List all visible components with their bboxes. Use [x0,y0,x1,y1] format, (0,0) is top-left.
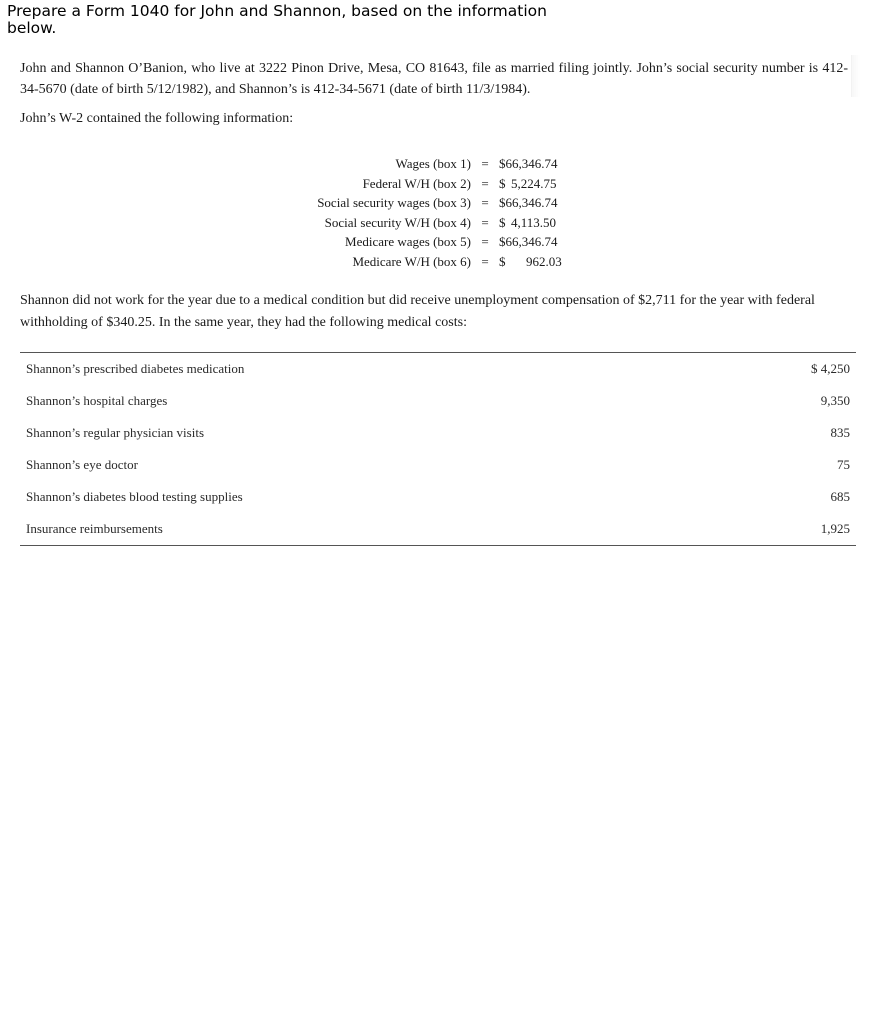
w2-equals: = [481,253,489,269]
medical-label: Shannon’s diabetes blood testing supplies [26,489,243,504]
intro-paragraph: John and Shannon O’Banion, who live at 3222 Pinon Drive, Mesa, CO 81643, file as married filing jointly. John’s social security number is 412-34-5670 (date of birth 5/12/1982), and Shannon’s is 412-34-5671 (date of birth 11/3/1984). [20,61,848,97]
w2-row [300,213,579,233]
medical-amount: 75 [837,457,850,472]
w2-equals: = [481,195,489,211]
medical-row [20,513,856,546]
w2-value-cell [499,154,579,174]
medical-row [20,481,856,513]
w2-label: Wages (box 1) [395,156,471,171]
medical-row [20,385,856,417]
w2-currency-symbol: $ [499,253,506,269]
w2-label: Federal W/H (box 2) [362,175,471,191]
w2-value: $66,346.74 [499,156,558,171]
w2-row [300,154,579,174]
w2-intro-text: John’s W-2 contained the following information: [20,111,294,126]
w2-equals: = [481,156,489,171]
w2-value: $66,346.74 [499,234,558,250]
w2-row [300,252,579,272]
unemployment-paragraph: Shannon did not work for the year due to a medical condition but did receive unemployment compensation of $2,711 for the year with federal withholding of $340.25. In the same year, they had the following medical costs: [20,293,815,330]
w2-value: 962.03 [526,253,562,269]
medical-label: Shannon’s hospital charges [26,393,168,408]
medical-row [20,449,856,481]
medical-row [20,353,856,386]
medical-amount: 9,350 [820,393,850,408]
medical-amount: 685 [830,489,850,504]
w2-value: 4,113.50 [511,214,557,230]
medical-label: Shannon’s eye doctor [26,457,138,472]
w2-value-cell [499,232,579,252]
w2-value: $66,346.74 [499,195,558,211]
w2-value-cell [499,174,579,194]
medical-costs-table [20,352,856,546]
w2-label: Social security wages (box 3) [317,195,471,211]
medical-label: Shannon’s prescribed diabetes medication [26,361,245,376]
medical-amount: $ 4,250 [811,361,850,376]
w2-equals: = [481,234,489,250]
w2-table [300,154,579,272]
w2-equals: = [481,214,489,230]
w2-value-cell [499,252,579,272]
w2-label: Social security W/H (box 4) [324,214,471,230]
w2-equals: = [481,175,489,191]
scroll-edge [851,55,860,97]
medical-label: Shannon’s regular physician visits [26,425,205,440]
w2-currency-symbol: $ [499,175,506,191]
w2-value: 5,224.75 [511,175,557,191]
w2-label: Medicare wages (box 5) [345,234,471,250]
w2-value-cell [499,193,579,213]
medical-amount: 835 [830,425,850,440]
medical-label: Insurance reimbursements [26,521,163,536]
page-heading: Prepare a Form 1040 for John and Shannon, based on the information below. [7,2,547,37]
w2-row [300,232,579,252]
w2-row [300,193,579,213]
w2-row [300,174,579,194]
medical-row [20,417,856,449]
medical-amount: 1,925 [820,521,850,536]
w2-label: Medicare W/H (box 6) [352,253,471,269]
w2-currency-symbol: $ [499,214,506,230]
w2-value-cell [499,213,579,233]
